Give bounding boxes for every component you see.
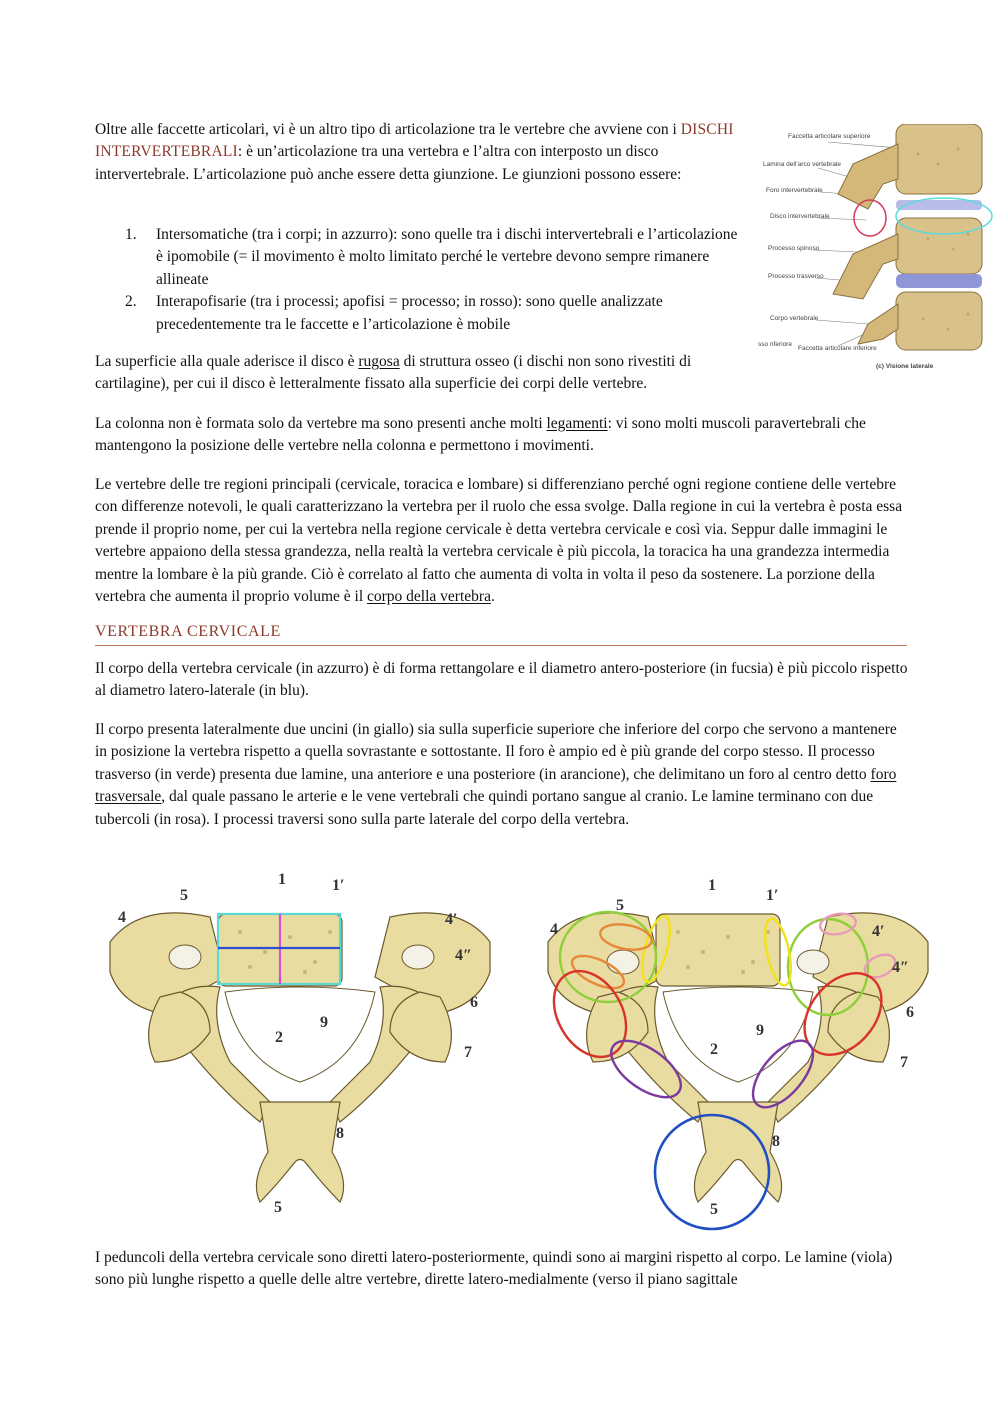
label-spinoso: Processo spinoso bbox=[768, 245, 820, 252]
label-8: 8 bbox=[336, 1125, 344, 1142]
spine-lateral-figure bbox=[758, 124, 994, 374]
transverse-foramen-right bbox=[797, 950, 829, 974]
label-1: 1 bbox=[708, 877, 716, 894]
label-9: 9 bbox=[320, 1014, 328, 1031]
label-4second: 4″ bbox=[892, 959, 909, 976]
label-5-top: 5 bbox=[180, 887, 188, 904]
label-4prime: 4′ bbox=[872, 923, 885, 940]
label-6: 6 bbox=[906, 1004, 914, 1021]
underlined-term: foro trasversale bbox=[95, 765, 897, 806]
label-sso: sso nferiore bbox=[758, 341, 792, 348]
underlined-term: legamenti bbox=[546, 415, 608, 432]
transverse-foramen-left bbox=[607, 950, 639, 974]
spine-arches bbox=[833, 144, 898, 344]
paragraph-legamenti: La colonna non è formata solo da vertebre ma sono presenti anche molti legamenti: vi sono molti muscoli paravertebrali che mantengono la posizione delle vertebre nella colonna e permettono i movimenti. bbox=[95, 415, 866, 455]
label-1prime: 1′ bbox=[332, 877, 345, 894]
label-4: 4 bbox=[118, 909, 126, 926]
paragraph-regioni: Le vertebre delle tre regioni principali (cervicale, toracica e lombare) si differenziano perché ogni regione contiene delle vertebre con differenze notevoli, le quali caratterizzano la vertebra per il ruolo che essa svolge. Dalla regione in cui la vertebra è posta essa prende il proprio nome, per cui la vertebra nella regione cervicale è detta vertebra cervicale e così via. Seppur dalle immagini le vertebre appaiono della stessa grandezza, nella realtà la vertebra cervicale è più piccola, la toracica ha una grandezza intermedia mentre la lombare è la più grande. Ciò è correlato al fatto che aumenta di volta in volta il peso da sostenere. La porzione della vertebra che aumenta il proprio volume è il corpo della vertebra. bbox=[95, 476, 903, 606]
paragraph-rugosa: La superficie alla quale aderisce il disco è rugosa di struttura osseo (i dischi non sono rivestiti di cartilagine), per cui il disco è letteralmente fissato alla superficie dei corpi delle vertebre. bbox=[95, 353, 692, 393]
label-corpo: Corpo vertebrale bbox=[770, 315, 819, 322]
figure-caption: (c) Visione laterale bbox=[876, 363, 934, 370]
label-disco: Disco intervertebrale bbox=[770, 213, 830, 220]
underlined-term: rugosa bbox=[358, 353, 400, 370]
section-heading: VERTEBRA CERVICALE bbox=[95, 623, 907, 646]
label-trasverso: Processo trasverso bbox=[768, 273, 824, 280]
spine-vertebral-bodies bbox=[896, 124, 982, 350]
label-4second: 4″ bbox=[455, 947, 472, 964]
term-dischi: DISCHI INTERVERTEBRALI bbox=[95, 121, 734, 161]
vertebral-foramen bbox=[663, 987, 813, 1082]
label-5-top: 5 bbox=[616, 897, 624, 914]
label-6: 6 bbox=[470, 994, 478, 1011]
cervical-vertebra-figure-right bbox=[538, 862, 938, 1232]
label-faccetta-inf: Faccetta articolare inferiore bbox=[798, 345, 877, 352]
joint-types-list bbox=[95, 224, 745, 336]
underlined-term: corpo della vertebra bbox=[367, 588, 491, 606]
label-1prime: 1′ bbox=[766, 887, 779, 904]
list-item: 2. Interapofisarie (tra i processi; apofisi = processo; in rosso): sono quelle analizzate precedentemente tra le faccette e l’articolazione è mobile bbox=[125, 293, 663, 333]
paragraph-uncini: Il corpo presenta lateralmente due uncini (in giallo) sia sulla superficie superiore che inferiore del corpo che servono a mantenere in posizione la vertebra rispetto a quella sovrastante e sottostante. Il foro è ampio ed è più grande del corpo stesso. Il processo trasverso (in verde) presenta due lamine, una anteriore e una posteriore (in arancione), che delimitano un foro al centro detto foro trasversale, dal quale passano le arterie e le vene vertebrali che quindi portano sangue al cranio. Le lamine terminano con due tubercoli (in rosa). I processi traversi sono sulla parte laterale del corpo della vertebra. bbox=[95, 721, 897, 828]
label-5-bottom: 5 bbox=[710, 1201, 718, 1218]
vertebral-foramen bbox=[225, 987, 375, 1082]
paragraph-peduncoli: I peduncoli della vertebra cervicale sono diretti latero-posteriormente, quindi sono ai margini rispetto al corpo. Le lamine (viola) sono più lunghe rispetto a quelle delle altre vertebre, dirette latero-medialmente (verso il piano sagittale bbox=[95, 1249, 893, 1289]
label-4prime: 4′ bbox=[445, 911, 458, 928]
label-9: 9 bbox=[756, 1022, 764, 1039]
transverse-foramen-left bbox=[169, 945, 201, 969]
label-foro: Foro intervertebrale bbox=[766, 187, 823, 194]
label-lamina: Lamina dell’arco vertebrale bbox=[763, 161, 842, 168]
label-2: 2 bbox=[710, 1041, 718, 1058]
paragraph-intro: Oltre alle faccette articolari, vi è un altro tipo di articolazione tra le vertebre che avviene con i DISCHI INTERVERTEBRALI: è un’articolazione tra una vertebra e l’altra con interposto un disco intervertebrale. L’articolazione può anche essere detta giunzione. Le giunzioni possono essere: bbox=[95, 121, 734, 183]
label-faccetta-sup: Faccetta articolare superiore bbox=[788, 133, 871, 140]
transverse-foramen-right bbox=[402, 945, 434, 969]
paragraph-corpo: Il corpo della vertebra cervicale (in azzurro) è di forma rettangolare e il diametro antero-posteriore (in fucsia) è più piccolo rispetto al diametro latero-laterale (in blu). bbox=[95, 660, 908, 700]
label-4: 4 bbox=[550, 921, 558, 938]
label-8: 8 bbox=[772, 1133, 780, 1150]
label-7: 7 bbox=[900, 1054, 908, 1071]
label-7: 7 bbox=[464, 1044, 472, 1061]
list-item: 1. Intersomatiche (tra i corpi; in azzurro): sono quelle tra i dischi intervertebrali e l’articolazione è ipomobile (= il movimento è molto limitato perché le vertebre devono sempre rimanere allineate bbox=[125, 226, 738, 288]
cervical-vertebra-figure-left bbox=[100, 862, 500, 1222]
label-5-bottom: 5 bbox=[274, 1199, 282, 1216]
label-2: 2 bbox=[275, 1029, 283, 1046]
label-1: 1 bbox=[278, 871, 286, 888]
